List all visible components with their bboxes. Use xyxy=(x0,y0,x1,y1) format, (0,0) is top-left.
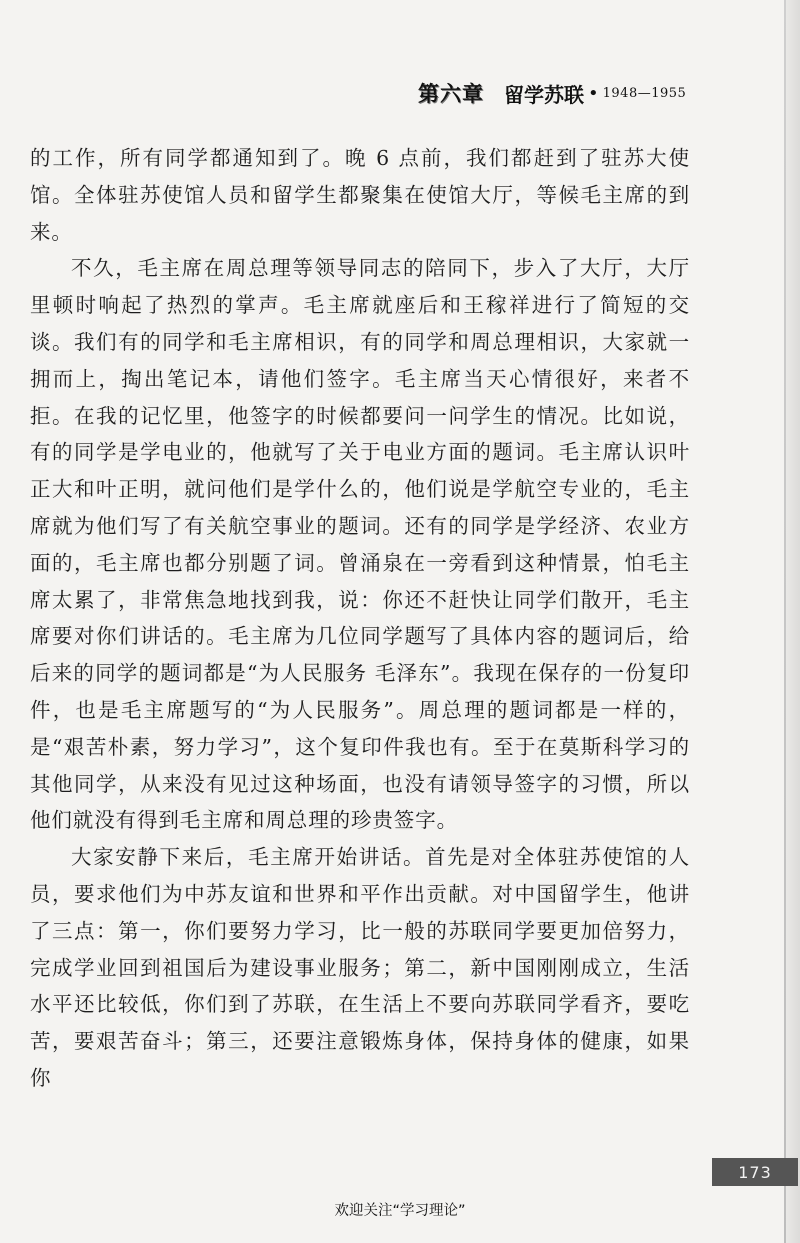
paragraph: 大家安静下来后，毛主席开始讲话。首先是对全体驻苏使馆的人员，要求他们为中苏友谊和世界和平作出贡献。对中国留学生，他讲了三点：第一，你们要努力学习，比一般的苏联同学要更加倍努力，完成学业回到祖国后为建设事业服务；第二，新中国刚刚成立，生活水平还比较低，你们到了苏联，在生活上不要向苏联同学看齐，要吃苦，要艰苦奋斗；第三，还要注意锻炼身体，保持身体的健康，如果你 xyxy=(30,845,690,1090)
body-text xyxy=(30,140,690,1097)
page-edge-line xyxy=(784,0,786,1243)
footer-note: 欢迎关注“学习理论” xyxy=(334,1203,466,1219)
paragraph: 不久，毛主席在周总理等领导同志的陪同下，步入了大厅，大厅里顿时响起了热烈的掌声。毛主席就座后和王稼祥进行了简短的交谈。我们有的同学和毛主席相识，有的同学和周总理相识，大家就一拥而上，掏出笔记本，请他们签字。毛主席当天心情很好，来者不拒。在我的记忆里，他签字的时候都要问一问学生的情况。比如说，有的同学是学电业的，他就写了关于电业方面的题词。毛主席认识叶正大和叶正明，就问他们是学什么的，他们说是学航空专业的，毛主席就为他们写了有关航空事业的题词。还有的同学是学经济、农业方面的，毛主席也都分别题了词。曾涌泉在一旁看到这种情景，怕毛主席太累了，非常焦急地找到我，说：你还不赶快让同学们散开，毛主席要对你们讲话的。毛主席为几位同学题写了具体内容的题词后，给后来的同学的题词都是“为人民服务 毛泽东”。我现在保存的一份复印件，也是毛主席题写的“为人民服务”。周总理的题词都是一样的，是“艰苦朴素，努力学习”，这个复印件我也有。至于在莫斯科学习的其他同学，从来没有见过这种场面，也没有请领导签字的习惯，所以他们就没有得到毛主席和周总理的珍贵签字。 xyxy=(30,256,690,833)
paragraph: 的工作，所有同学都通知到了。晚 6 点前，我们都赶到了驻苏大使馆。全体驻苏使馆人员和留学生都聚集在使馆大厅，等候毛主席的到来。 xyxy=(30,146,690,244)
chapter-title: 留学苏联 xyxy=(504,82,584,107)
chapter-years: 1948—1955 xyxy=(602,85,687,101)
page-edge-shadow xyxy=(786,0,800,1243)
page-number: 173 xyxy=(712,1158,798,1186)
chapter-label: 第六章 xyxy=(418,81,484,106)
header-separator: • xyxy=(588,82,599,104)
running-header xyxy=(418,78,770,108)
